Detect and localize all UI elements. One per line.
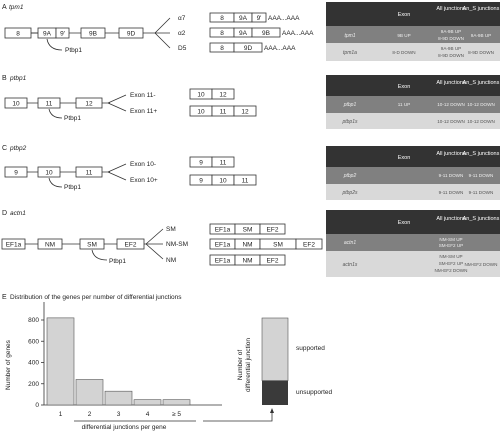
row-all: 8-9D DOWN: [438, 36, 464, 41]
row-gene: ptbp1: [343, 102, 357, 108]
row-all: 9-11 DOWN: [438, 190, 464, 195]
col-header: An_S junctions: [462, 6, 500, 12]
row-exon: 11 UP: [397, 102, 411, 107]
bar: [163, 400, 190, 405]
panel-c-gene: ptbp2: [10, 145, 27, 152]
x-tick-label: 2: [87, 411, 92, 418]
col-header: Exon: [397, 12, 411, 18]
isoform-label: α2: [178, 30, 186, 37]
col-header: All junctions: [436, 151, 466, 157]
isoform-label: NM-SM: [166, 241, 189, 248]
row-ans: 10-12 DOWN: [467, 119, 495, 124]
iso-exon: SM: [273, 241, 283, 249]
row-all: 9A-9B UP: [440, 46, 462, 51]
row-gene: ptbp1s: [342, 119, 358, 125]
exon-label: 11: [45, 100, 53, 108]
iso-exon: 8: [220, 45, 224, 52]
row-all: 10-12 DOWN: [437, 102, 465, 107]
panel-d-gene: actn1: [10, 210, 26, 217]
row-all: 8-9D DOWN: [438, 53, 464, 58]
col-header: Exon: [397, 84, 411, 90]
polya: AAA...AAA: [264, 45, 296, 52]
y-tick-label: 200: [28, 380, 39, 388]
iso-exon: 9: [199, 159, 203, 167]
panel-d-letter: D: [2, 210, 8, 217]
row-gene: tpm1: [344, 33, 356, 39]
y-axis-label: Number of genes: [5, 340, 12, 390]
x-tick-label: ≥ 5: [172, 411, 181, 418]
row-exon: 8-D DOWN: [392, 50, 416, 55]
isoform-label: Exon 11-: [130, 92, 156, 99]
legend-supported: supported: [296, 345, 325, 352]
iso-exon: 11: [241, 177, 249, 185]
iso-exon: 12: [241, 108, 249, 116]
iso-exon: 10: [197, 108, 205, 116]
iso-exon: 9': [256, 15, 262, 22]
row-all: NM-SM UP: [439, 254, 463, 259]
iso-exon: EF2: [266, 257, 279, 265]
iso-exon: 9B: [262, 30, 270, 37]
iso-exon: NM: [242, 241, 253, 249]
isoform-label: D5: [178, 45, 187, 52]
polya: AAA...AAA: [282, 30, 314, 37]
exon-label: 12: [85, 100, 93, 108]
panel-e-letter: E: [2, 294, 7, 301]
exon-label: 10: [45, 169, 53, 177]
splice-arrows: [155, 18, 170, 48]
bar-supported: [262, 318, 288, 381]
col-header: An_S junctions: [462, 80, 500, 86]
row-all: 9-11 DOWN: [438, 173, 464, 178]
isoform-label: NM: [166, 257, 177, 264]
isoform-label: Exon 11+: [130, 108, 158, 115]
iso-exon: EF1a: [214, 226, 231, 234]
table-a: [326, 2, 500, 61]
y-tick-label: 600: [28, 338, 39, 346]
y-tick-label: 0: [35, 402, 39, 409]
panel-a-gene: tpm1: [9, 4, 24, 11]
exon-label: 10: [12, 100, 20, 108]
ptbp-arc: [49, 178, 62, 187]
panel-e-title: Distribution of the genes per number of differential junctions: [10, 294, 182, 301]
row-ans: 10-12 DOWN: [467, 102, 495, 107]
exon-label: 9A: [43, 30, 51, 38]
exon-label: 9: [14, 169, 18, 177]
iso-exon: EF2: [266, 226, 279, 234]
legend-unsupported: unsupported: [296, 389, 333, 396]
exon-label: 9': [60, 30, 65, 38]
row-ans: NM-EF2 DOWN: [464, 262, 498, 267]
x-tick-label: 4: [145, 411, 150, 418]
ptbp-label: Ptbp1: [64, 184, 81, 191]
panel-b: [2, 75, 256, 122]
y-tick-label: 400: [28, 359, 39, 367]
iso-exon: NM: [242, 257, 253, 265]
exon-label: 8: [16, 30, 20, 38]
iso-exon: 9: [199, 177, 203, 185]
iso-exon: 12: [219, 91, 227, 99]
row-gene: actn1s: [342, 262, 358, 268]
right-ylabel-1: Number of: [237, 349, 244, 381]
col-header: Exon: [397, 155, 411, 161]
panel-a: [2, 4, 314, 54]
iso-exon: 10: [197, 91, 205, 99]
isoform-label: SM: [166, 226, 176, 233]
col-header: All junctions: [436, 80, 466, 86]
bar: [76, 380, 103, 406]
iso-exon: 8: [220, 15, 224, 22]
row-exon: 9B UP: [397, 33, 411, 38]
table-c: [326, 146, 500, 200]
iso-exon: 10: [219, 177, 227, 185]
row-ans: 9-11 DOWN: [468, 190, 494, 195]
ptbp-label: Ptbp1: [64, 115, 81, 122]
exon-label: 9D: [126, 30, 136, 38]
col-header: Exon: [397, 220, 411, 226]
bar: [105, 391, 132, 405]
iso-exon: 11: [219, 108, 227, 116]
isoform-label: Exon 10-: [130, 161, 157, 168]
col-header: An_S junctions: [462, 151, 500, 157]
exon-label: SM: [87, 241, 97, 249]
row-gene: actn1: [343, 240, 357, 246]
row-gene: tpm1a: [343, 50, 357, 56]
stacked-bar: [262, 318, 288, 405]
row-ans: 9A-9B UP: [470, 33, 492, 38]
panel-c: [2, 145, 256, 191]
x-tick-label: 3: [116, 411, 121, 418]
x-tick-label: 1: [58, 411, 63, 418]
row-all: NM-EF2 DOWN: [434, 268, 468, 273]
iso-exon: EF1a: [214, 257, 231, 265]
exon-label: 11: [85, 169, 93, 177]
table-d: [326, 210, 500, 277]
panel-b-gene: ptbp1: [10, 75, 27, 82]
iso-exon: 8: [220, 30, 224, 37]
bar: [134, 400, 161, 405]
bar: [47, 318, 74, 405]
col-header: All junctions: [436, 216, 466, 222]
polya: AAA...AAA: [268, 15, 300, 22]
row-ans: 8-9D DOWN: [468, 50, 494, 55]
panel-c-letter: C: [2, 145, 8, 152]
ptbp-label: Ptbp1: [65, 47, 82, 54]
panel-d: [2, 210, 322, 265]
iso-exon: 9A: [239, 15, 247, 22]
row-all: 9A-9B UP: [440, 29, 462, 34]
row-all: 10-12 DOWN: [437, 119, 465, 124]
row-ans: 9-11 DOWN: [468, 173, 494, 178]
isoform-label: α7: [178, 15, 186, 22]
row-gene: ptbp2: [343, 173, 357, 179]
bar-series: [47, 318, 190, 418]
y-tick-label: 800: [28, 317, 39, 324]
exon-label: EF1a: [5, 241, 22, 249]
x-axis-label: differential junctions per gene: [81, 424, 167, 431]
panel-e: [2, 294, 333, 431]
exon-label: NM: [44, 241, 56, 249]
iso-exon: 9A: [239, 30, 247, 37]
col-header: An_S junctions: [462, 216, 500, 222]
row-all: SM-EF2 UP: [438, 243, 464, 248]
right-ylabel-2: differential junction: [245, 337, 252, 393]
table-b: [326, 75, 500, 129]
panel-a-letter: A: [2, 4, 7, 11]
iso-exon: SM: [242, 226, 253, 234]
ptbp-arc: [49, 109, 62, 118]
isoform-label: Exon 10+: [130, 177, 158, 184]
iso-exon: EF1a: [214, 241, 231, 249]
exon-label: 9B: [89, 30, 97, 38]
row-all: NM-SM UP: [439, 237, 463, 242]
panel-b-letter: B: [2, 75, 7, 82]
iso-exon: 9D: [243, 45, 253, 52]
connector-arrow: [203, 412, 272, 421]
col-header: All junctions: [436, 6, 466, 12]
iso-exon: 11: [219, 159, 227, 167]
ptbp-arc: [47, 39, 62, 50]
bar-unsupported: [262, 381, 288, 405]
iso-exon: EF2: [303, 241, 315, 249]
exon-label: EF2: [124, 241, 137, 249]
row-all: SM-EF2 UP: [438, 261, 464, 266]
row-gene: ptbp2s: [342, 190, 358, 196]
ptbp-arc: [92, 250, 107, 260]
ptbp-label: Ptbp1: [109, 258, 126, 265]
